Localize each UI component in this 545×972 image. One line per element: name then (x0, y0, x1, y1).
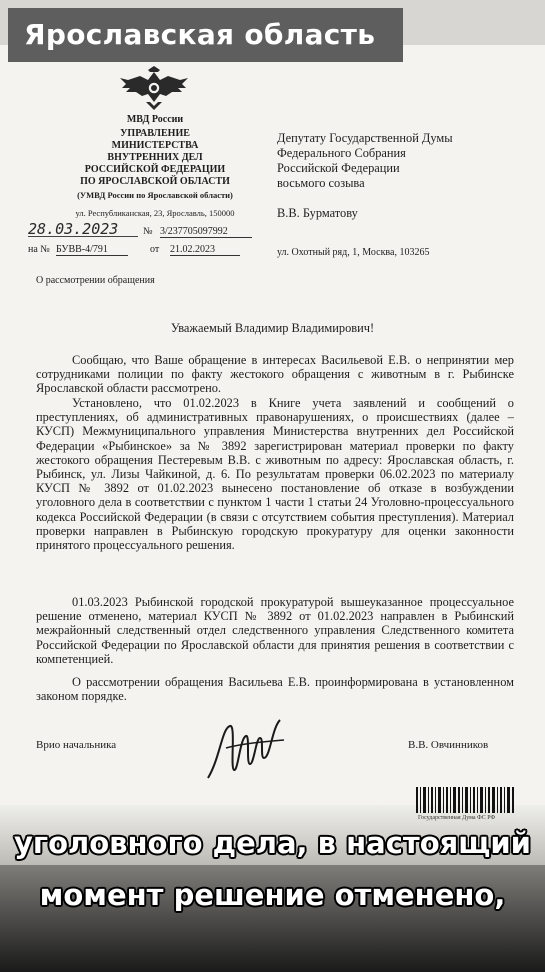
sender-line-4: РОССИЙСКОЙ ФЕДЕРАЦИИ (84, 164, 226, 175)
reference-from: от (150, 244, 160, 255)
sender-line-2: МИНИСТЕРСТВА (111, 140, 199, 151)
paragraph-1: Сообщаю, что Ваше обращение в интересах Васильевой Е.В. о непринятии мер сотрудниками полиции по факту жестокого обращения с животным в г. Рыбинске Ярославской области рассмотрено. (36, 353, 514, 396)
caption-line-1: уголовного дела, в настоящий (14, 826, 531, 860)
sender-line-6: (УМВД России по Ярославской области) (77, 190, 233, 200)
paragraph-3: 01.03.2023 Рыбинской городской прокуратурой вышеуказанное процессуальное решение отменено, материал КУСП № 3892 от 01.02.2023 направлен в Рыбинский межрайонный следственный отдел следственного управления Следственного комитета Российской Федерации по Ярославской области для принятия решения в соответствии с компетенцией. (36, 595, 514, 666)
paragraph-4: О рассмотрении обращения Васильева Е.В. проинформирована в установленном законом порядке. (36, 675, 514, 704)
mvd-emblem-icon (118, 66, 190, 112)
date-underline (28, 236, 138, 237)
caption-line-2: момент решение отменено, (39, 878, 506, 912)
region-label: Ярославская область (8, 8, 403, 62)
signatory-name: В.В. Овчинников (408, 739, 489, 751)
barcode-icon (416, 787, 514, 813)
sender-line-1: УПРАВЛЕНИЕ (120, 128, 190, 139)
recipient-line-3: Российской Федерации (277, 161, 400, 175)
paragraph-2: Установлено, что 01.02.2023 в Книге учета заявлений и сообщений о преступлениях, об административных правонарушениях, о происшествиях (далее – КУСП) Межмуниципального управления Министерства внутренних дел Российской Федерации «Рыбинское» за № 3892 зарегистрирован материал проверки по факту жестокого обращения Пестеревым В.В. с животным по адресу: Ярославская область, г. Рыбинск, ул. Лизы Чайкиной, д. 6. По результатам проверки 06.02.2023 по материалу КУСП № 3892 от 01.02.2023 вынесено постановление об отказе в возбуждении уголовного дела в соответствии с пунктом 1 части 1 статьи 24 Уголовно-процессуального кодекса Российской Федерации (в связи с отсутствием события преступления). Материал проверки направлен в Рыбинскую городскую прокуратуру для оценки законности принятого процессуального решения. (36, 396, 514, 553)
recipient-name: В.В. Бурматову (277, 206, 358, 220)
recipient-address: ул. Охотный ряд, 1, Москва, 103265 (277, 247, 430, 258)
sender-line-5: ПО ЯРОСЛАВСКОЙ ОБЛАСТИ (80, 176, 230, 187)
recipient-line-1: Депутату Государственной Думы (277, 131, 453, 145)
outgoing-number: 3/237705097992 (160, 226, 252, 238)
date-handwritten: 28.03.2023 (28, 220, 119, 238)
reference-number: БУВВ-4/791 (56, 244, 128, 256)
barcode-label: Государственная Дума ФС РФ (418, 815, 496, 821)
greeting: Уважаемый Владимир Владимирович! (170, 321, 375, 335)
subject-line: О рассмотрении обращения (36, 275, 155, 286)
outgoing-number-label: № (143, 226, 153, 237)
recipient-line-2: Федерального Собрания (277, 146, 406, 160)
reference-label: на № (28, 244, 50, 255)
sender-mvd: МВД России (126, 114, 184, 125)
recipient-line-4: восьмого созыва (277, 176, 365, 190)
signature-icon (200, 708, 290, 788)
sender-line-3: ВНУТРЕННИХ ДЕЛ (107, 152, 203, 163)
sender-address: ул. Республиканская, 23, Ярославль, 150000 (75, 208, 235, 218)
reference-date: 21.02.2023 (170, 244, 240, 256)
signatory-position: Врио начальника (36, 739, 117, 751)
